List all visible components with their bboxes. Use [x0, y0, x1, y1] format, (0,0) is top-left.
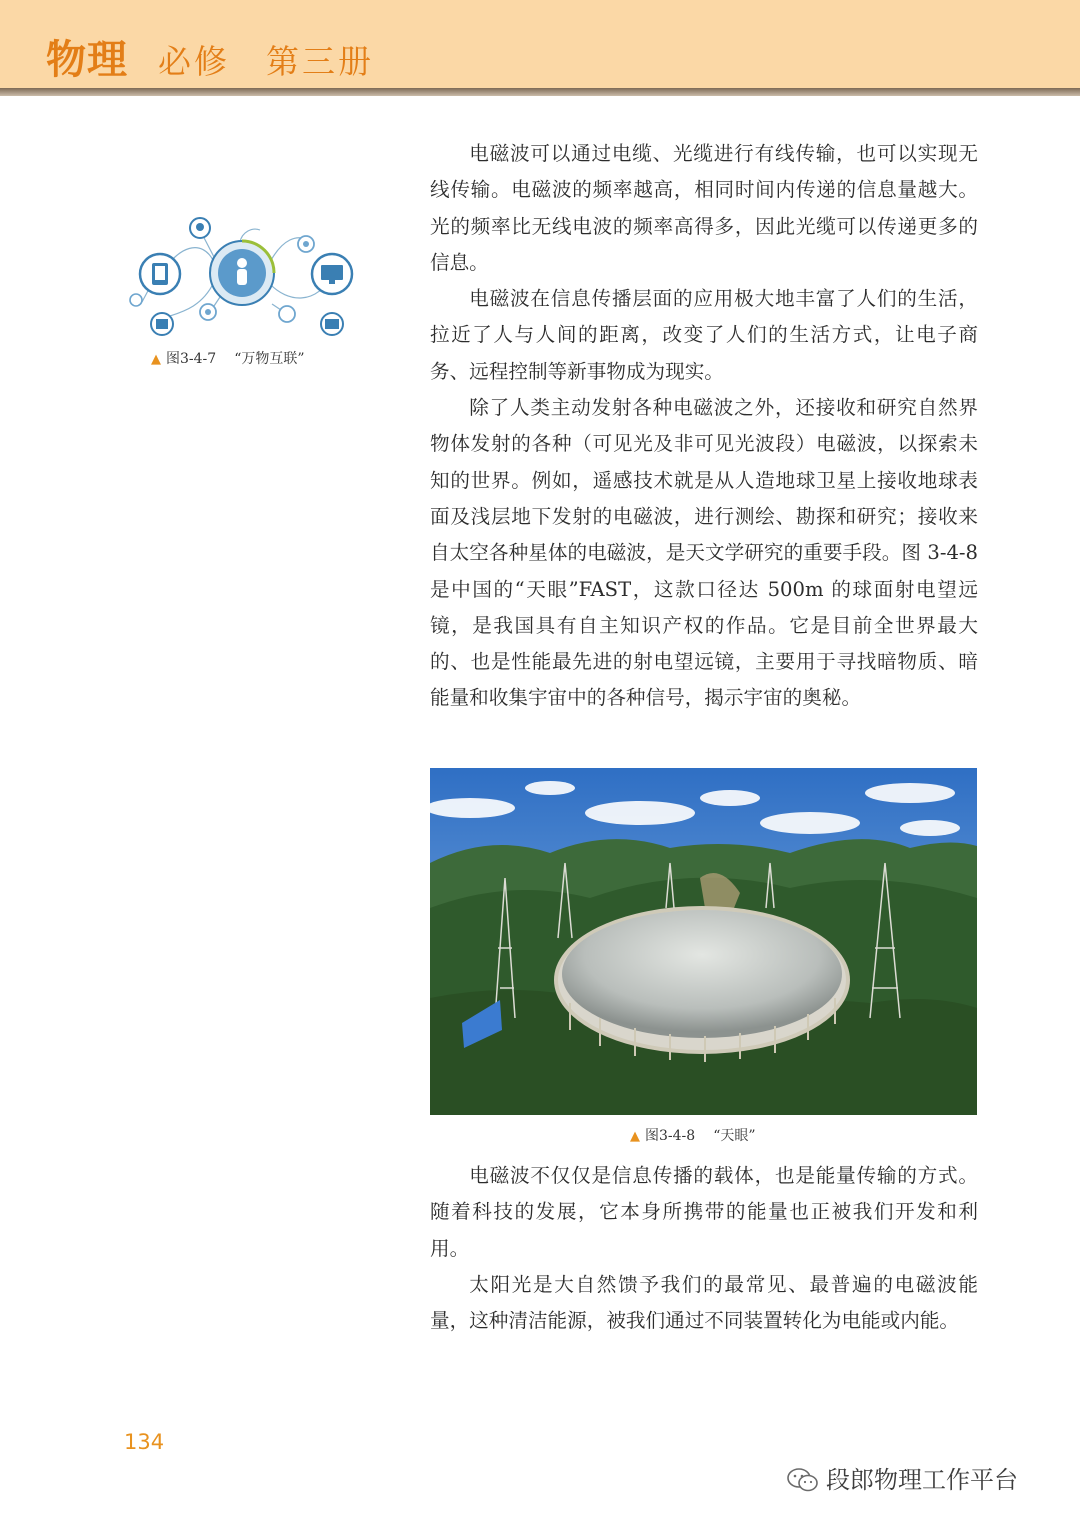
body-text-upper	[430, 136, 978, 717]
watermark	[786, 1460, 1018, 1495]
tablet-icon	[140, 254, 180, 294]
book-subtitle: 必修 第三册	[158, 42, 374, 81]
caption-triangle-icon: ▲	[630, 1129, 640, 1144]
camera-icon	[298, 236, 314, 252]
gear-icon	[200, 304, 216, 320]
location-pin-icon	[190, 218, 210, 238]
paragraph: 太阳光是大自然馈予我们的最常见、最普遍的电磁波能量，这种清洁能源，被我们通过不同装置转化为电能或内能。	[430, 1272, 978, 1333]
figure-3-4-8-caption	[630, 1127, 756, 1146]
paragraph: 电磁波在信息传播层面的应用极大地丰富了人们的生活，拉近了人与人间的距离，改变了人们的生活方式，让电子商务、远程控制等新事物成为现实。	[430, 287, 978, 383]
wechat-icon	[786, 1466, 820, 1494]
caption-title: “万物互联”	[234, 351, 305, 367]
person-globe-icon	[210, 241, 274, 305]
header-rule	[0, 88, 1080, 96]
paragraph: 电磁波可以通过电缆、光缆进行有线传输，也可以实现无线传输。电磁波的频率越高，相同时间内传递的信息量越大。光的频率比无线电波的频率高得多，因此光缆可以传递更多的信息。	[430, 142, 978, 274]
caption-triangle-icon: ▲	[151, 352, 161, 367]
caption-title: “天眼”	[713, 1128, 756, 1144]
monitor-icon	[312, 254, 352, 294]
page-number: 134	[124, 1430, 165, 1454]
fast-telescope-photo	[430, 768, 977, 1115]
bag-icon	[151, 313, 173, 335]
watermark-text: 段郎物理工作平台	[826, 1466, 1018, 1494]
figure-3-4-7-caption	[151, 350, 305, 369]
book-title: 物理	[46, 37, 128, 83]
caption-number: 图3-4-8	[645, 1128, 696, 1144]
body-text-lower	[430, 1158, 978, 1339]
caption-number: 图3-4-7	[166, 351, 217, 367]
iot-figure	[122, 212, 358, 342]
mail-icon	[321, 313, 343, 335]
paragraph: 电磁波不仅仅是信息传播的载体，也是能量传输的方式。随着科技的发展，它本身所携带的能量也正被我们开发和利用。	[430, 1164, 978, 1260]
paragraph: 除了人类主动发射各种电磁波之外，还接收和研究自然界物体发射的各种（可见光及非可见光波段）电磁波，以探索未知的世界。例如，遥感技术就是从人造地球卫星上接收地球表面及浅层地下发射的电磁波，进行测绘、勘探和研究；接收来自太空各种星体的电磁波，是天文学研究的重要手段。图 3-4-8 是中国的“天眼”FAST，这款口径达 500m 的球面射电望远镜，是我国具有自主知识产权的作品。它是目前全世界最大的、也是性能最先进的射电望远镜，主要用于寻找暗物质、暗能量和收集宇宙中的各种信号，揭示宇宙的奥秘。	[430, 396, 978, 710]
